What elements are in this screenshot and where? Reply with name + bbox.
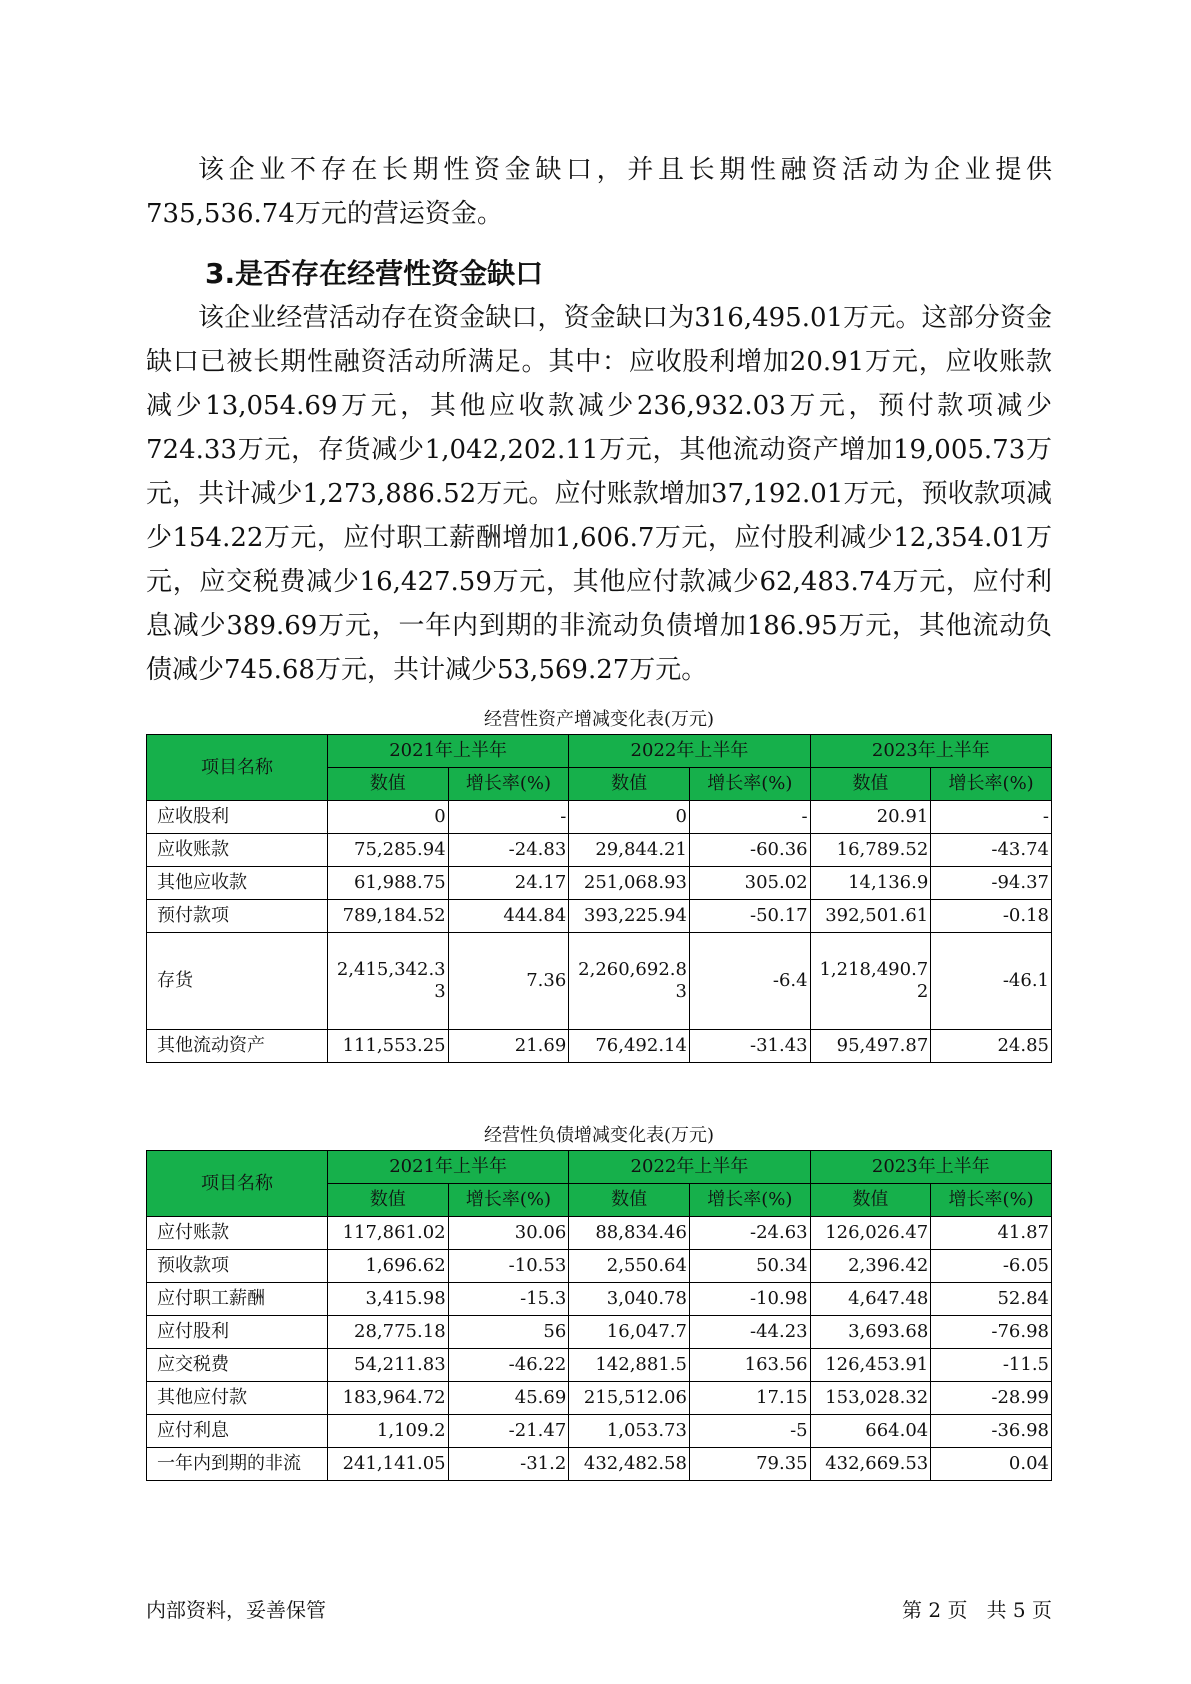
row-name: 预付款项 [147,900,328,933]
cell-growth: -24.63 [689,1217,810,1250]
header-growth: 增长率(%) [931,768,1052,801]
row-name: 存货 [147,933,328,1030]
cell-value: 183,964.72 [327,1382,448,1415]
cell-value: 2,396.42 [810,1250,931,1283]
table-row [147,933,1052,1030]
cell-value: 0 [569,801,690,834]
header-period-2022: 2022年上半年 [569,1151,810,1184]
cell-growth: -31.43 [689,1030,810,1063]
cell-growth: -28.99 [931,1382,1052,1415]
header-value: 数值 [327,768,448,801]
cell-value: 3,415.98 [327,1283,448,1316]
cell-value: 1,109.2 [327,1415,448,1448]
cell-value: 2,415,342.33 [327,933,448,1030]
table-row [147,1382,1052,1415]
cell-growth: -50.17 [689,900,810,933]
table-row [147,1316,1052,1349]
asset-table-caption: 经营性资产增减变化表(万元) [483,709,715,730]
cell-growth: -46.1 [931,933,1052,1030]
table-row [147,1349,1052,1382]
header-value: 数值 [327,1184,448,1217]
cell-growth: 305.02 [689,867,810,900]
cell-value: 392,501.61 [810,900,931,933]
cell-value: 29,844.21 [569,834,690,867]
cell-growth: -31.2 [448,1448,569,1481]
cell-value: 241,141.05 [327,1448,448,1481]
cell-growth: -46.22 [448,1349,569,1382]
row-name: 预收款项 [147,1250,328,1283]
row-name: 一年内到期的非流 [147,1448,328,1481]
header-period-2023: 2023年上半年 [810,1151,1051,1184]
cell-value: 126,453.91 [810,1349,931,1382]
row-name: 应收股利 [147,801,328,834]
cell-growth: -0.18 [931,900,1052,933]
cell-value: 20.91 [810,801,931,834]
footer-page-number: 第 2 页 共 5 页 [902,1598,1052,1622]
table-row [147,1415,1052,1448]
cell-value: 126,026.47 [810,1217,931,1250]
row-name: 应付利息 [147,1415,328,1448]
row-name: 应交税费 [147,1349,328,1382]
header-period-2022: 2022年上半年 [569,735,810,768]
header-growth: 增长率(%) [689,768,810,801]
header-value: 数值 [569,768,690,801]
row-name: 其他应收款 [147,867,328,900]
cell-value: 61,988.75 [327,867,448,900]
header-growth: 增长率(%) [931,1184,1052,1217]
cell-growth: 79.35 [689,1448,810,1481]
liability-table-caption: 经营性负债增减变化表(万元) [483,1125,715,1146]
cell-value: 1,053.73 [569,1415,690,1448]
cell-growth: 52.84 [931,1283,1052,1316]
cell-growth: -44.23 [689,1316,810,1349]
cell-growth: -10.98 [689,1283,810,1316]
table-row [147,1217,1052,1250]
row-name: 应付股利 [147,1316,328,1349]
cell-growth: -10.53 [448,1250,569,1283]
cell-value: 664.04 [810,1415,931,1448]
cell-growth: 56 [448,1316,569,1349]
cell-value: 393,225.94 [569,900,690,933]
cell-growth: -43.74 [931,834,1052,867]
cell-growth: -11.5 [931,1349,1052,1382]
cell-growth: -60.36 [689,834,810,867]
liability-table [146,1150,1052,1481]
header-value: 数值 [569,1184,690,1217]
cell-value: 14,136.9 [810,867,931,900]
table-row [147,801,1052,834]
table-row [147,900,1052,933]
cell-value: 432,482.58 [569,1448,690,1481]
cell-growth: -5 [689,1415,810,1448]
cell-growth: -6.4 [689,933,810,1030]
cell-value: 3,693.68 [810,1316,931,1349]
paragraph-long-term: 该企业不存在长期性资金缺口，并且长期性融资活动为企业提供735,536.74万元的营运资金。 [146,155,1052,229]
table-row [147,1030,1052,1063]
cell-growth: 163.56 [689,1349,810,1382]
row-name: 应收账款 [147,834,328,867]
cell-value: 88,834.46 [569,1217,690,1250]
section-heading: 3.是否存在经营性资金缺口 [205,257,544,290]
cell-growth: 30.06 [448,1217,569,1250]
cell-value: 215,512.06 [569,1382,690,1415]
header-value: 数值 [810,1184,931,1217]
cell-growth: 17.15 [689,1382,810,1415]
cell-value: 1,218,490.72 [810,933,931,1030]
cell-value: 2,260,692.83 [569,933,690,1030]
header-growth: 增长率(%) [689,1184,810,1217]
cell-value: 1,696.62 [327,1250,448,1283]
cell-growth: 21.69 [448,1030,569,1063]
paragraph-operating-gap: 该企业经营活动存在资金缺口，资金缺口为316,495.01万元。这部分资金缺口已被长期性融资活动所满足。其中：应收股利增加20.91万元，应收账款减少13,054.69万元，其他应收款减少236,932.03万元，预付款项减少724.33万元，存货减少1,042,202.11万元，其他流动资产增加19,005.73万元，共计减少1,273,886.52万元。应付账款增加37,192.01万元，预收款项减少154.22万元，应付职工薪酬增加1,606.7万元，应付股利减少12,354.01万元，应交税费减少16,427.59万元，其他应付款减少62,483.74万元，应付利息减少389.69万元，一年内到期的非流动负债增加186.95万元，其他流动负债减少745.68万元，共计减少53,569.27万元。 [146,303,1052,685]
table-row [147,1283,1052,1316]
cell-growth: -24.83 [448,834,569,867]
cell-growth: -15.3 [448,1283,569,1316]
cell-value: 3,040.78 [569,1283,690,1316]
cell-value: 789,184.52 [327,900,448,933]
cell-value: 95,497.87 [810,1030,931,1063]
cell-growth: 24.17 [448,867,569,900]
cell-value: 142,881.5 [569,1349,690,1382]
row-name: 应付账款 [147,1217,328,1250]
cell-growth: - [931,801,1052,834]
header-value: 数值 [810,768,931,801]
cell-growth: 444.84 [448,900,569,933]
header-growth: 增长率(%) [448,1184,569,1217]
cell-value: 16,789.52 [810,834,931,867]
row-name: 其他流动资产 [147,1030,328,1063]
row-name: 其他应付款 [147,1382,328,1415]
cell-value: 16,047.7 [569,1316,690,1349]
header-item-name: 项目名称 [147,1151,328,1217]
cell-growth: -21.47 [448,1415,569,1448]
cell-growth: 45.69 [448,1382,569,1415]
cell-growth: -6.05 [931,1250,1052,1283]
cell-value: 54,211.83 [327,1349,448,1382]
header-item-name: 项目名称 [147,735,328,801]
cell-value: 4,647.48 [810,1283,931,1316]
table-row [147,1448,1052,1481]
table-row [147,1250,1052,1283]
cell-growth: -36.98 [931,1415,1052,1448]
cell-growth: 0.04 [931,1448,1052,1481]
asset-table [146,734,1052,1063]
footer-left: 内部资料，妥善保管 [146,1598,326,1622]
cell-value: 117,861.02 [327,1217,448,1250]
cell-value: 76,492.14 [569,1030,690,1063]
cell-value: 75,285.94 [327,834,448,867]
cell-value: 28,775.18 [327,1316,448,1349]
cell-growth: 41.87 [931,1217,1052,1250]
cell-growth: -94.37 [931,867,1052,900]
header-growth: 增长率(%) [448,768,569,801]
header-period-2023: 2023年上半年 [810,735,1051,768]
header-period-2021: 2021年上半年 [327,1151,568,1184]
cell-value: 0 [327,801,448,834]
cell-growth: 7.36 [448,933,569,1030]
row-name: 应付职工薪酬 [147,1283,328,1316]
table-row [147,867,1052,900]
cell-growth: 50.34 [689,1250,810,1283]
table-row [147,834,1052,867]
cell-value: 251,068.93 [569,867,690,900]
cell-growth: - [689,801,810,834]
cell-growth: - [448,801,569,834]
cell-value: 432,669.53 [810,1448,931,1481]
cell-value: 111,553.25 [327,1030,448,1063]
cell-value: 2,550.64 [569,1250,690,1283]
cell-growth: -76.98 [931,1316,1052,1349]
header-period-2021: 2021年上半年 [327,735,568,768]
cell-growth: 24.85 [931,1030,1052,1063]
cell-value: 153,028.32 [810,1382,931,1415]
